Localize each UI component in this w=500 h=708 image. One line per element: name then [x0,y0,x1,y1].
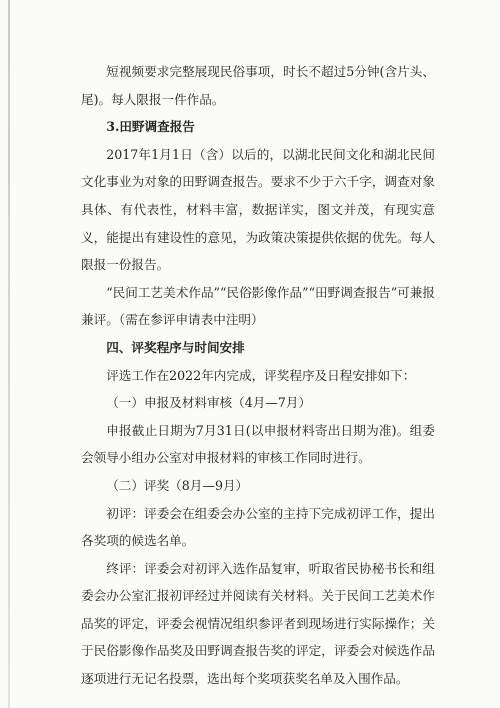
deadline-paragraph: 申报截止日期为7月31日(以申报材料寄出日期为准)。组委会领导小组办公室对申报材料的审核工作同时进行。 [81,422,435,466]
field-report-heading: 3.田野调查报告 [106,119,195,135]
scan-binding-edge [8,0,10,708]
step1-heading: （一）申报及材料审核（4月—7月） [106,395,312,411]
field-report-paragraph: 2017年1月1日（含）以后的，以湖北民间文化和湖北民间文化事业为对象的田野调查报告。要求不少于六千字，调查对象具体、有代表性，材料丰富，数据详实，图文并茂，有现实意义，能提出有建设性的意见，为政策决策提供依据的优先。每人限报一份报告。 [81,146,435,273]
final-review-paragraph: 终评：评委会对初评入选作品复审，听取省民协秘书长和组委会办公室汇报初评经过并阅读有关材料。关于民间工艺美术作品奖的评定，评委会视情况组织参评者到现场进行实际操作；关于民俗影像作品奖及田野调查报告奖的评定，评委会对候选作品逐项进行无记名投票，选出每个奖项获奖名单及入围作品。 [81,560,435,687]
document-body [81,58,435,693]
procedure-section-heading: 四、评奖程序与时间安排 [106,339,245,355]
video-requirement-paragraph: 短视频要求完整展现民俗事项，时长不超过5分钟(含片头、尾)。每人限报一件作品。 [81,64,435,107]
dual-category-paragraph: “民间工艺美术作品”“民俗影像作品”“田野调查报告”可兼报兼评。（需在参评申请表中注明） [81,284,435,328]
first-review-paragraph: 初评：评委会在组委会办公室的主持下完成初评工作，提出各奖项的候选名单。 [81,505,435,549]
schedule-intro-paragraph: 评选工作在2022年内完成，评奖程序及日程安排如下： [106,367,416,383]
step2-heading: （二）评奖（8月—9月） [106,477,249,493]
